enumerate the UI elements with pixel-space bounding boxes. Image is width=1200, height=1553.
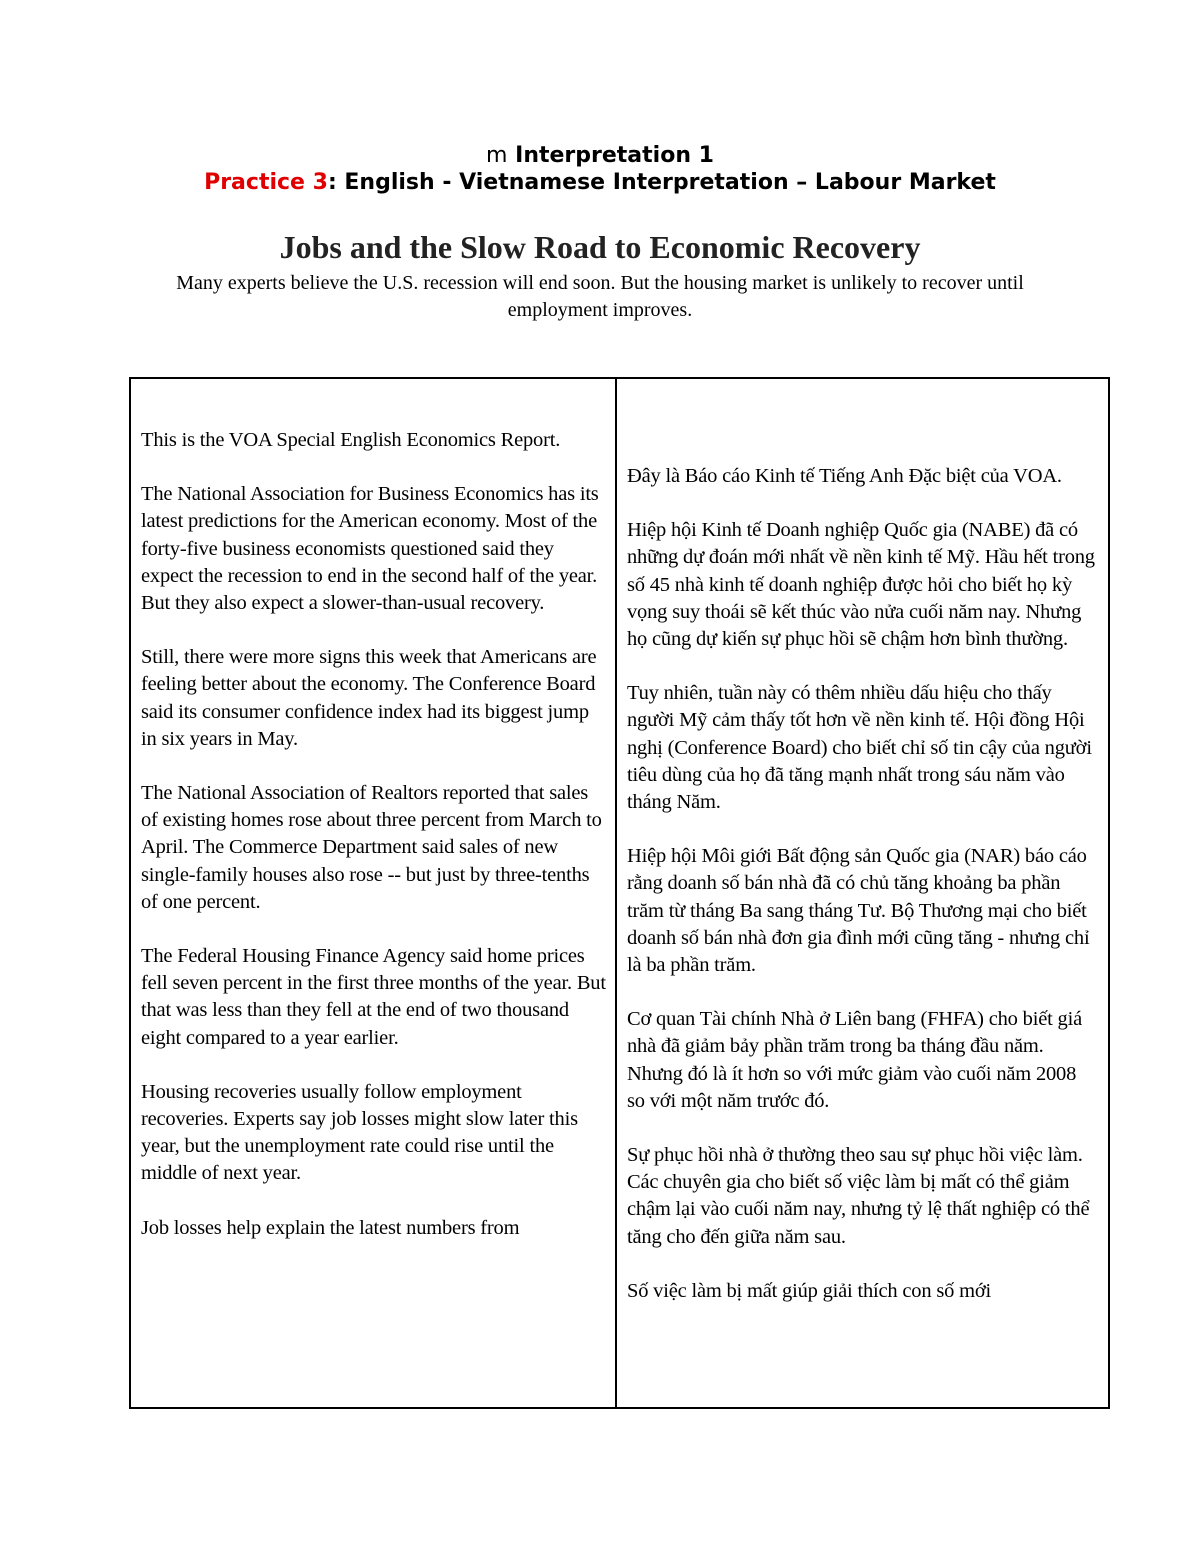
practice-label: Practice 3	[204, 170, 328, 195]
vietnamese-paragraph: Số việc làm bị mất giúp giải thích con số mới	[627, 1279, 991, 1302]
vietnamese-paragraph: Sự phục hồi nhà ở thường theo sau sự phục hồi việc làm. Các chuyên gia cho biết số việc làm bị mất có thể giảm chậm lại vào cuối năm nay, nhưng tỷ lệ thất nghiệp có thể tăng cho đến giữa năm sau.	[627, 1144, 1090, 1248]
bilingual-table	[129, 377, 1110, 1409]
article-subtitle: Many experts believe the U.S. recession will end soon. But the housing market is unlikely to recover until employment improves.	[176, 272, 1024, 321]
english-paragraph: The Federal Housing Finance Agency said home prices fell seven percent in the first three months of the year. But that was less than they fell at the end of two thousand eight compared to a year earlier.	[141, 945, 606, 1049]
column-divider	[615, 379, 617, 1407]
english-paragraph: The National Association of Realtors reported that sales of existing homes rose about three percent from March to April. The Commerce Department said sales of new single-family houses also rose -- but just by three-tenths of one percent.	[141, 782, 602, 913]
english-paragraph: The National Association for Business Economics has its latest predictions for the American economy. Most of the forty-five business economists questioned said they expect the recession to end in the second half of the year. But they also expect a slower-than-usual recovery.	[141, 483, 599, 615]
course-mark: m	[486, 143, 508, 168]
article-title: Jobs and the Slow Road to Economic Recovery	[279, 229, 921, 265]
vietnamese-paragraph: Hiệp hội Kinh tế Doanh nghiệp Quốc gia (NABE) đã có những dự đoán mới nhất về nền kinh tế Mỹ. Hầu hết trong số 45 nhà kinh tế doanh nghiệp được hỏi cho biết họ kỳ vọng suy thoái sẽ kết thúc vào nửa cuối năm nay. Nhưng họ cũng dự kiến sự phục hồi sẽ chậm hơn bình thường.	[627, 519, 1095, 651]
practice-title	[0, 169, 1200, 197]
vietnamese-paragraph: Cơ quan Tài chính Nhà ở Liên bang (FHFA) cho biết giá nhà đã giảm bảy phần trăm trong ba tháng đầu năm. Nhưng đó là ít hơn so với mức giảm vào cuối năm 2008 so với một năm trước đó.	[627, 1008, 1082, 1112]
vietnamese-paragraph: Đây là Báo cáo Kinh tế Tiếng Anh Đặc biệt của VOA.	[627, 465, 1062, 487]
vietnamese-paragraph: Hiệp hội Môi giới Bất động sản Quốc gia (NAR) báo cáo rằng doanh số bán nhà đã có chủ tăng khoảng ba phần trăm từ tháng Ba sang tháng Tư. Bộ Thương mại cho biết doanh số bán nhà đơn gia đình mới cũng tăng - nhưng chỉ là ba phần trăm.	[627, 845, 1090, 977]
english-paragraph: Still, there were more signs this week that Americans are feeling better about the economy. The Conference Board said its consumer confidence index had its biggest jump in six years in May.	[141, 646, 597, 750]
vietnamese-column	[627, 379, 1097, 1332]
english-paragraph: This is the VOA Special English Economics Report.	[141, 429, 561, 451]
english-paragraph: Job losses help explain the latest numbers from	[141, 1216, 520, 1239]
course-title-text: Interpretation 1	[515, 143, 714, 168]
english-column	[141, 379, 609, 1269]
english-paragraph: Housing recoveries usually follow employment recoveries. Experts say job losses might slow later this year, but the unemployment rate could rise until the middle of next year.	[141, 1080, 578, 1185]
vietnamese-paragraph: Tuy nhiên, tuần này có thêm nhiều dấu hiệu cho thấy người Mỹ cảm thấy tốt hơn về nền kinh tế. Hội đồng Hội nghị (Conference Board) cho biết chỉ số tin cậy của người tiêu dùng của họ đã tăng mạnh nhất trong sáu năm vào tháng Năm.	[627, 682, 1092, 814]
practice-rest: : English - Vietnamese Interpretation – Labour Market	[327, 170, 996, 195]
course-title	[0, 142, 1200, 170]
